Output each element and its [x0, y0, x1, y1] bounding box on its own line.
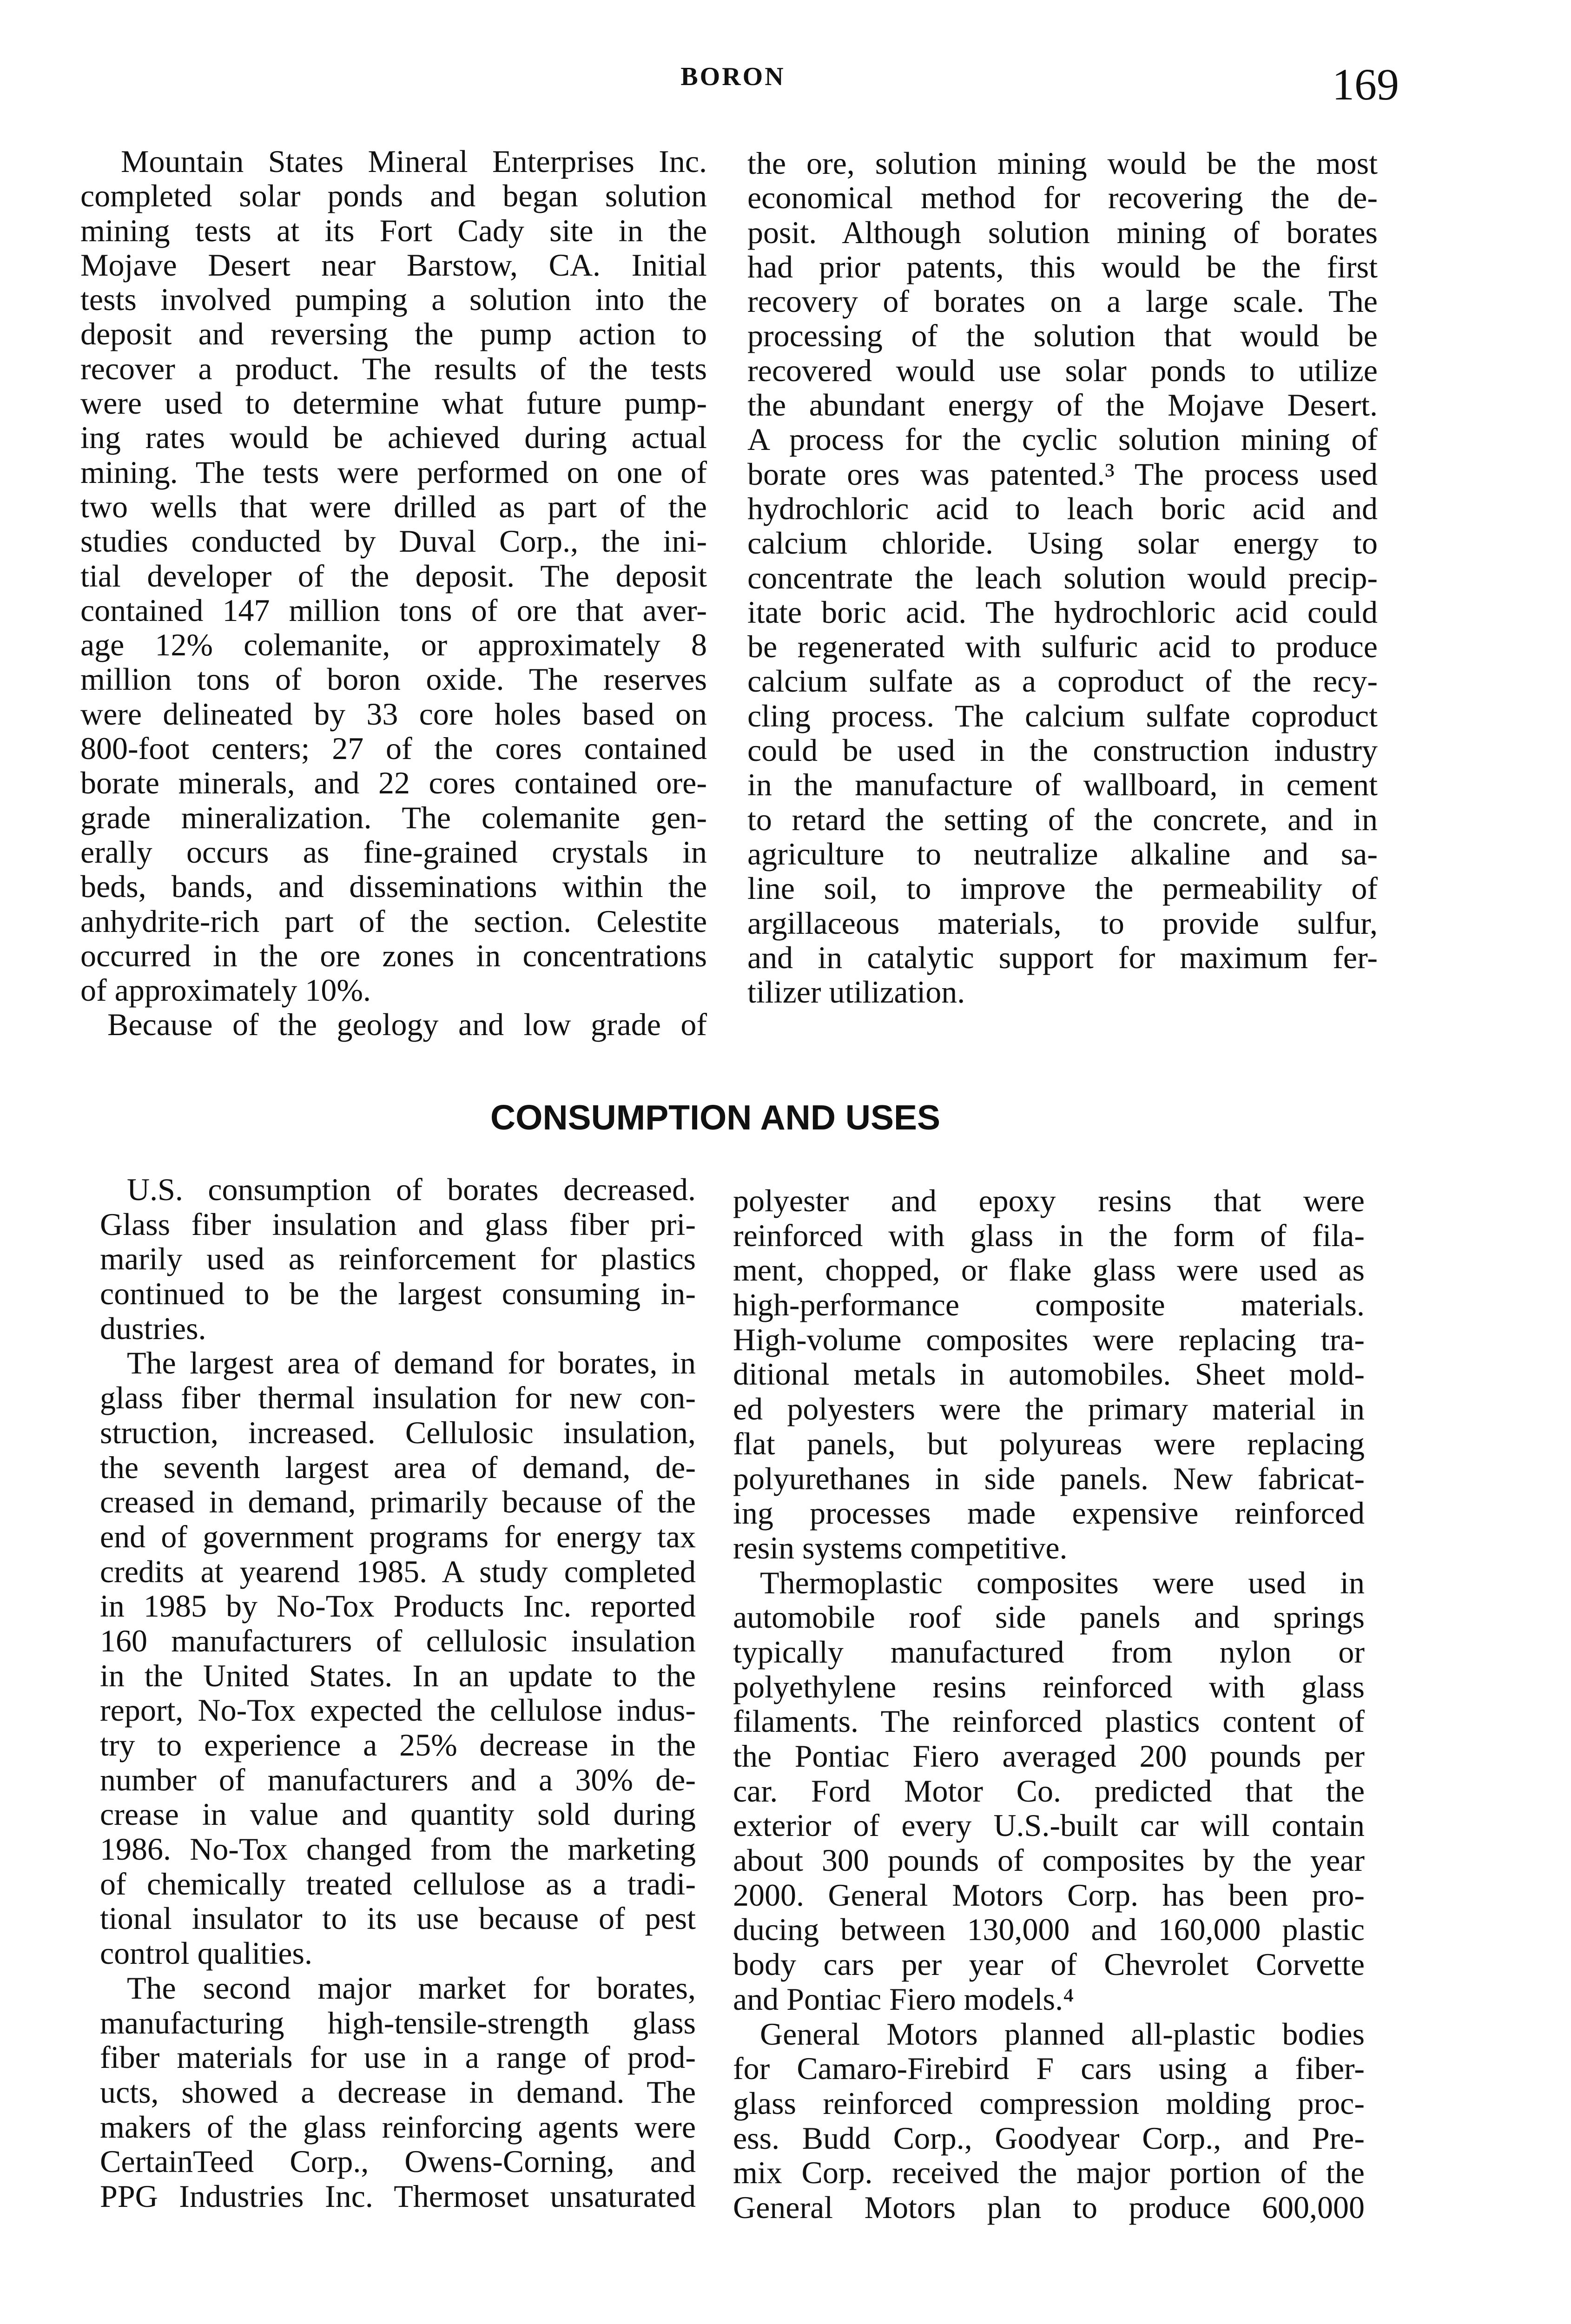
text-line: filaments. The reinforced plastics content of — [733, 1703, 1365, 1739]
text-line: contained 147 million tons of ore that aver- — [80, 592, 707, 628]
text-line: High-volume composites were replacing tra- — [733, 1321, 1365, 1357]
text-line: ing rates would be achieved during actual — [80, 420, 707, 456]
upper-left-column — [80, 144, 707, 1042]
text-line: borate ores was patented.³ The process used — [747, 456, 1378, 492]
text-line: polyester and epoxy resins that were — [733, 1183, 1365, 1218]
text-line: the ore, solution mining would be the most — [747, 145, 1378, 181]
lower-left-column — [100, 1172, 696, 2214]
text-line: completed solar ponds and began solution — [80, 178, 707, 214]
text-line: were used to determine what future pump- — [80, 385, 707, 421]
text-line: Thermoplastic composites were used in — [760, 1565, 1365, 1600]
text-line: ess. Budd Corp., Goodyear Corp., and Pre- — [733, 2120, 1365, 2156]
text-line: economical method for recovering the de- — [747, 180, 1378, 216]
text-line: had prior patents, this would be the first — [747, 249, 1378, 284]
running-head: BORON — [680, 62, 786, 91]
text-line: flat panels, but polyureas were replacing — [733, 1426, 1365, 1461]
page-number: 169 — [1332, 59, 1399, 109]
text-line: resin systems competitive. — [733, 1530, 1068, 1565]
text-line: creased in demand, primarily because of the — [100, 1484, 696, 1520]
text-line: in the manufacture of wallboard, in cement — [747, 767, 1378, 803]
text-line: 2000. General Motors Corp. has been pro- — [733, 1877, 1365, 1913]
text-line: ing processes made expensive reinforced — [733, 1495, 1365, 1531]
text-line: recover a product. The results of the tests — [80, 350, 707, 386]
text-line: polyurethanes in side panels. New fabricat- — [733, 1460, 1365, 1496]
text-line: grade mineralization. The colemanite gen- — [80, 799, 707, 835]
text-line: struction, increased. Cellulosic insulation, — [100, 1414, 696, 1450]
text-line: hydrochloric acid to leach boric acid and — [747, 490, 1378, 526]
text-line: of chemically treated cellulose as a tradi- — [100, 1866, 696, 1901]
text-line: control qualities. — [100, 1935, 313, 1971]
text-line: mining tests at its Fort Cady site in the — [80, 212, 707, 248]
text-line: recovered would use solar ponds to utilize — [747, 352, 1378, 388]
text-line: fiber materials for use in a range of prod- — [100, 2040, 696, 2075]
text-line: occurred in the ore zones in concentrations — [80, 938, 707, 973]
text-line: continued to be the largest consuming in- — [100, 1276, 696, 1312]
text-line: Because of the geology and low grade of — [107, 1007, 707, 1043]
text-line: General Motors planned all-plastic bodies — [760, 2016, 1365, 2052]
text-line: try to experience a 25% decrease in the — [100, 1727, 696, 1763]
text-line: typically manufactured from nylon or — [733, 1634, 1365, 1670]
text-line: argillaceous materials, to provide sulfur, — [747, 905, 1378, 941]
text-line: the seventh largest area of demand, de- — [100, 1449, 696, 1485]
text-line: tial developer of the deposit. The deposit — [80, 558, 707, 594]
text-line: exterior of every U.S.-built car will contain — [733, 1808, 1365, 1843]
text-line: about 300 pounds of composites by the year — [733, 1842, 1365, 1878]
text-line: the Pontiac Fiero averaged 200 pounds per — [733, 1738, 1365, 1774]
text-line: glass reinforced compression molding proc- — [733, 2085, 1365, 2121]
text-line: tional insulator to its use because of pest — [100, 1901, 696, 1936]
text-line: polyethylene resins reinforced with glass — [733, 1669, 1365, 1704]
text-line: be regenerated with sulfuric acid to produce — [747, 629, 1378, 665]
text-line: number of manufacturers and a 30% de- — [100, 1762, 696, 1797]
text-line: report, No-Tox expected the cellulose indus- — [100, 1692, 696, 1728]
text-line: makers of the glass reinforcing agents were — [100, 2109, 696, 2145]
text-line: ditional metals in automobiles. Sheet mold- — [733, 1356, 1365, 1392]
text-line: two wells that were drilled as part of the — [80, 489, 707, 524]
text-line: mix Corp. received the major portion of the — [733, 2155, 1365, 2191]
text-line: end of government programs for energy tax — [100, 1519, 696, 1554]
text-line: reinforced with glass in the form of fila- — [733, 1217, 1365, 1253]
text-line: million tons of boron oxide. The reserves — [80, 661, 707, 697]
text-line: were delineated by 33 core holes based on — [80, 696, 707, 732]
text-line: Mountain States Mineral Enterprises Inc. — [121, 144, 707, 179]
text-line: agriculture to neutralize alkaline and sa- — [747, 836, 1378, 872]
text-line: beds, bands, and disseminations within the — [80, 869, 707, 905]
text-line: tilizer utilization. — [747, 974, 965, 1010]
text-line: of approximately 10%. — [80, 972, 371, 1008]
text-line: ment, chopped, or flake glass were used as — [733, 1252, 1365, 1288]
text-line: recovery of borates on a large scale. The — [747, 284, 1378, 319]
text-line: CertainTeed Corp., Owens-Corning, and — [100, 2144, 696, 2179]
text-line: the abundant energy of the Mojave Desert. — [747, 387, 1378, 423]
text-line: borate minerals, and 22 cores contained ore- — [80, 765, 707, 801]
text-line: ducing between 130,000 and 160,000 plastic — [733, 1912, 1365, 1948]
text-line: Mojave Desert near Barstow, CA. Initial — [80, 247, 707, 283]
text-line: to retard the setting of the concrete, and in — [747, 801, 1378, 837]
text-line: high-performance composite materials. — [733, 1287, 1365, 1323]
text-line: cling process. The calcium sulfate coproduct — [747, 698, 1378, 733]
text-line: A process for the cyclic solution mining of — [747, 422, 1378, 457]
text-line: The second major market for borates, — [127, 1970, 696, 2006]
text-line: erally occurs as fine-grained crystals in — [80, 834, 707, 870]
text-line: dustries. — [100, 1310, 206, 1346]
text-line: crease in value and quantity sold during — [100, 1796, 696, 1832]
text-line: calcium sulfate as a coproduct of the recy- — [747, 663, 1378, 699]
text-line: line soil, to improve the permeability of — [747, 871, 1378, 906]
lower-right-column — [733, 1183, 1365, 2225]
text-line: General Motors plan to produce 600,000 — [733, 2189, 1365, 2225]
text-line: U.S. consumption of borates decreased. — [127, 1172, 696, 1207]
text-line: deposit and reversing the pump action to — [80, 316, 707, 352]
upper-right-column — [747, 146, 1378, 1009]
text-line: tests involved pumping a solution into the — [80, 282, 707, 317]
text-line: and Pontiac Fiero models.⁴ — [733, 1981, 1074, 2017]
text-line: Glass fiber insulation and glass fiber pri- — [100, 1206, 696, 1242]
text-line: 800-foot centers; 27 of the cores contained — [80, 731, 707, 766]
text-line: itate boric acid. The hydrochloric acid could — [747, 594, 1378, 630]
text-line: 1986. No-Tox changed from the marketing — [100, 1831, 696, 1867]
text-line: mining. The tests were performed on one of — [80, 454, 707, 490]
text-line: for Camaro-Firebird F cars using a fiber- — [733, 2051, 1365, 2086]
text-line: car. Ford Motor Co. predicted that the — [733, 1773, 1365, 1809]
text-line: PPG Industries Inc. Thermoset unsaturated — [100, 2178, 696, 2214]
text-line: ed polyesters were the primary material in — [733, 1391, 1365, 1427]
text-line: 160 manufacturers of cellulosic insulation — [100, 1623, 696, 1658]
text-line: marily used as reinforcement for plastics — [100, 1241, 696, 1277]
text-line: automobile roof side panels and springs — [733, 1599, 1365, 1635]
text-line: concentrate the leach solution would precip- — [747, 560, 1378, 595]
text-line: posit. Although solution mining of borates — [747, 214, 1378, 250]
text-line: manufacturing high-tensile-strength glass — [100, 2005, 696, 2040]
text-line: ucts, showed a decrease in demand. The — [100, 2074, 696, 2110]
text-line: anhydrite-rich part of the section. Celestite — [80, 903, 707, 939]
section-heading: CONSUMPTION AND USES — [490, 1098, 941, 1137]
text-line: in 1985 by No-Tox Products Inc. reported — [100, 1588, 696, 1624]
text-line: The largest area of demand for borates, in — [127, 1345, 696, 1381]
text-line: calcium chloride. Using solar energy to — [747, 525, 1378, 561]
text-line: and in catalytic support for maximum fer- — [747, 939, 1378, 975]
text-line: credits at yearend 1985. A study completed — [100, 1553, 696, 1589]
text-line: could be used in the construction industry — [747, 733, 1378, 768]
text-line: age 12% colemanite, or approximately 8 — [80, 627, 707, 663]
text-line: in the United States. In an update to the — [100, 1657, 696, 1693]
text-line: body cars per year of Chevrolet Corvette — [733, 1947, 1365, 1982]
text-line: glass fiber thermal insulation for new con- — [100, 1380, 696, 1416]
text-line: studies conducted by Duval Corp., the ini- — [80, 523, 707, 559]
text-line: processing of the solution that would be — [747, 318, 1378, 354]
